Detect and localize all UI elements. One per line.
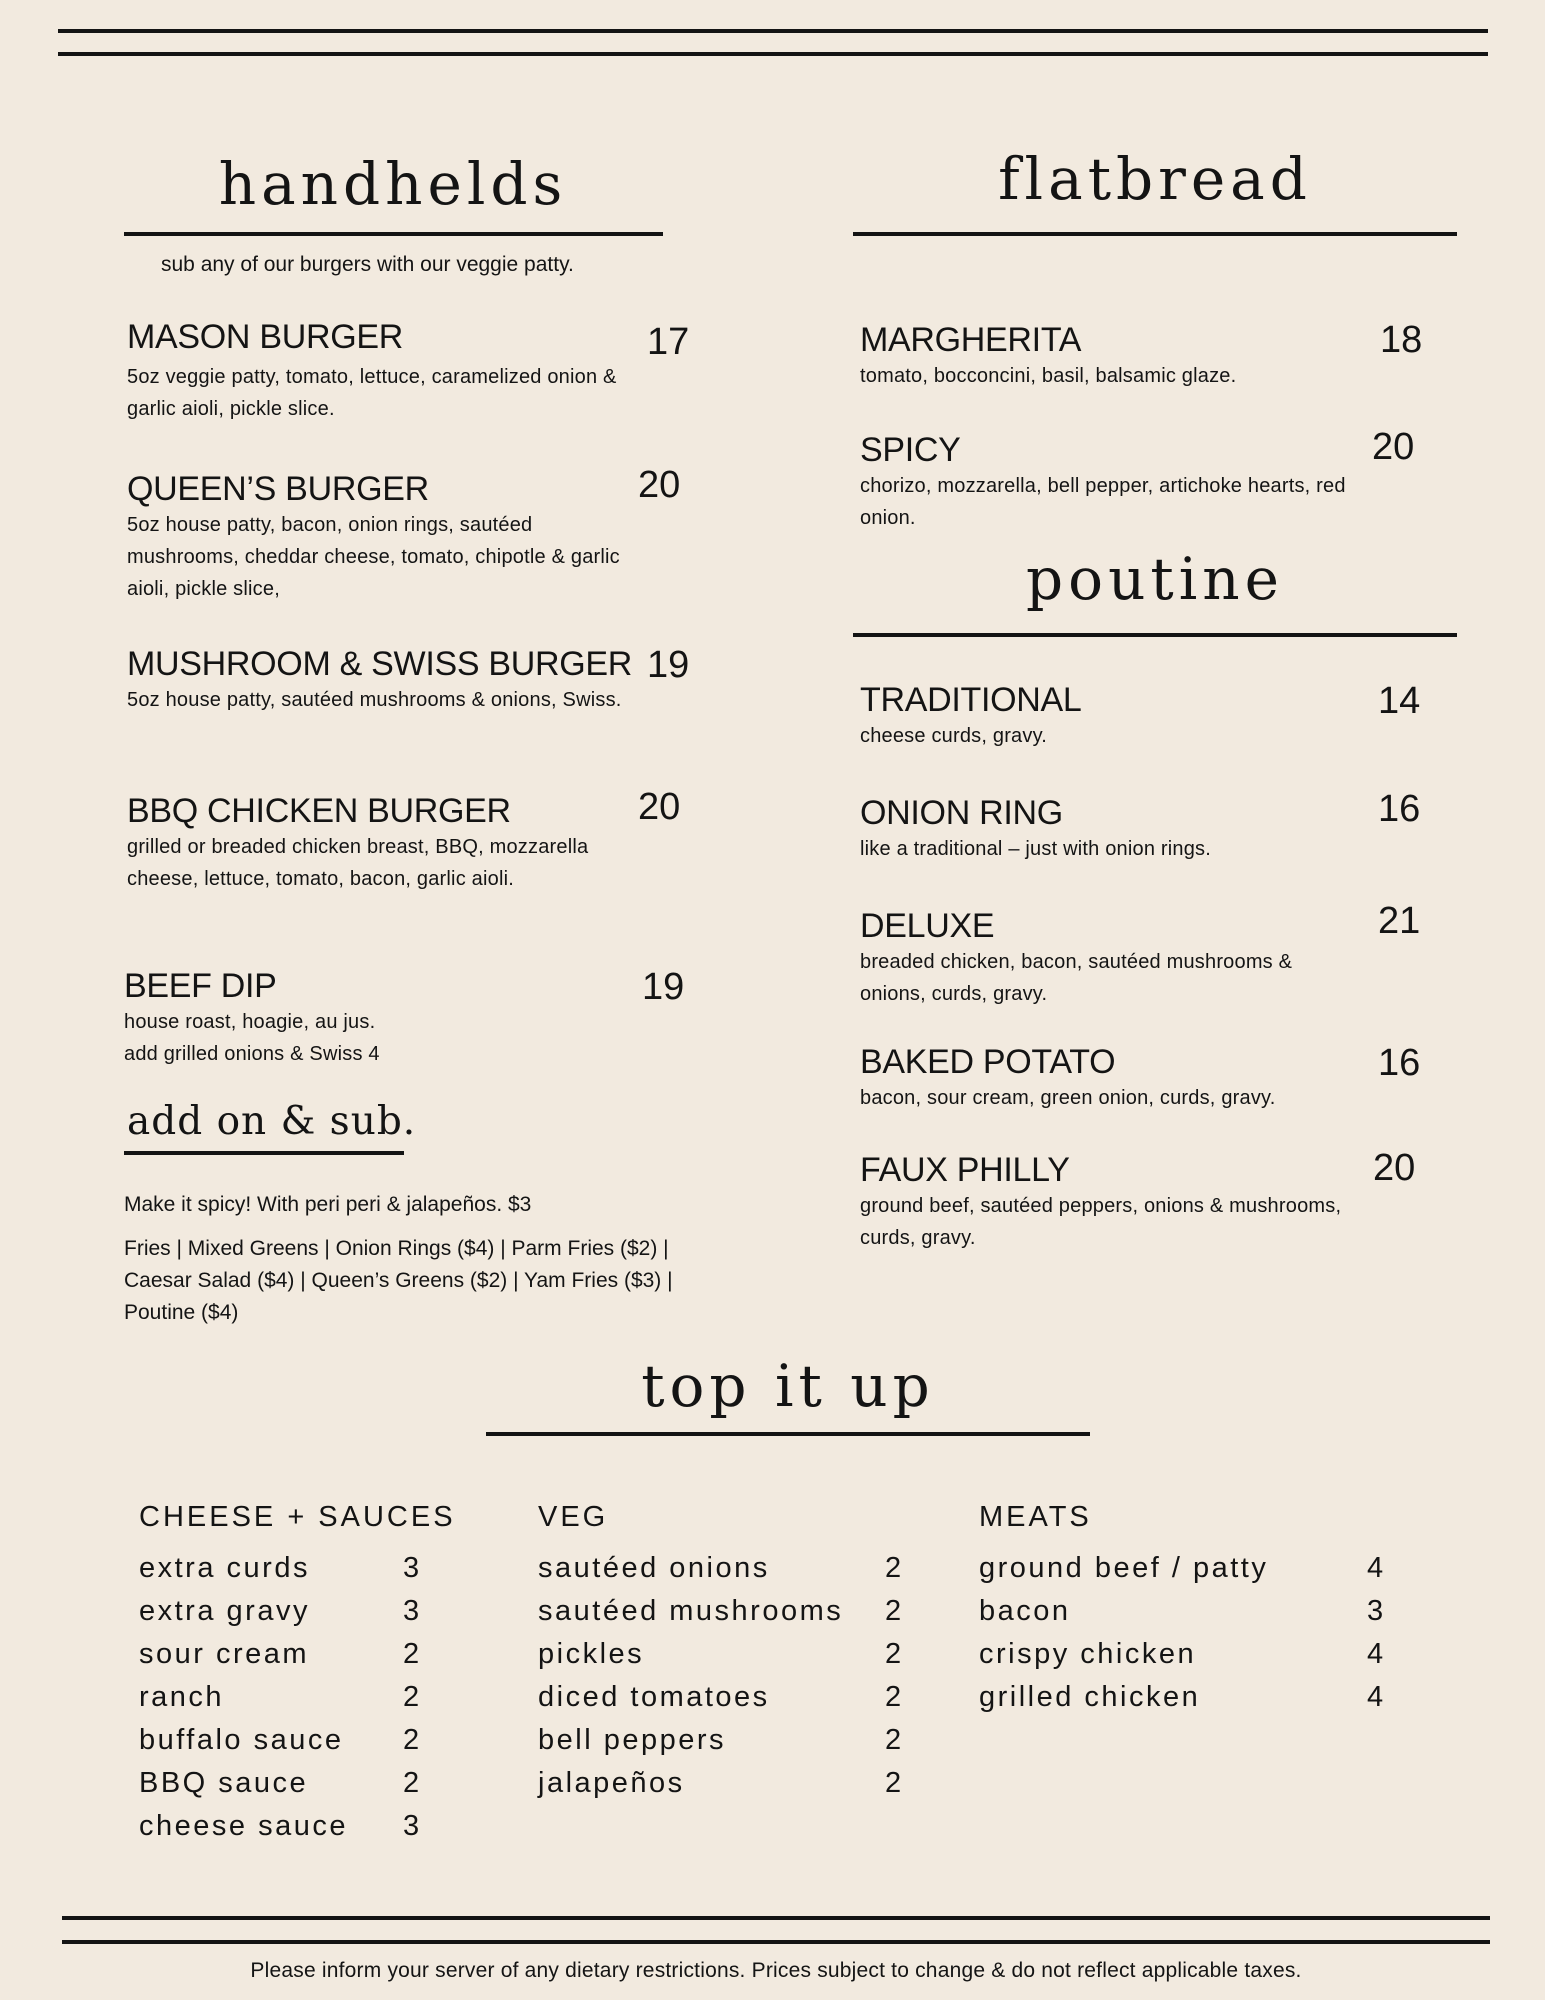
item-name: ONION RING — [860, 794, 1063, 832]
topping-name: grilled chicken — [979, 1681, 1201, 1713]
topping-row — [979, 1590, 1399, 1633]
topping-row — [538, 1676, 918, 1719]
item-desc: 5oz house patty, bacon, onion rings, sautéed mushrooms, cheddar cheese, tomato, chipotle & garlic aioli, pickle slice, — [127, 514, 620, 600]
side-options: Fries | Mixed Greens | Onion Rings ($4) | Parm Fries ($2) | Caesar Salad ($4) | Queen’s Greens ($2) | Yam Fries ($3) | Poutine ($4) — [124, 1237, 673, 1324]
topping-price: 2 — [885, 1552, 904, 1584]
item-price: 21 — [1378, 900, 1421, 942]
item-desc: bacon, sour cream, green onion, curds, gravy. — [860, 1087, 1276, 1109]
item-name: BEEF DIP — [124, 967, 277, 1005]
topping-row — [538, 1590, 918, 1633]
item-desc: chorizo, mozzarella, bell pepper, artichoke hearts, red onion. — [860, 475, 1346, 529]
menu-item-queens-burger — [127, 469, 627, 605]
menu-item-traditional — [860, 680, 1350, 752]
topitup-underline — [486, 1432, 1090, 1436]
item-price: 20 — [1373, 1147, 1416, 1189]
topping-row — [538, 1762, 918, 1805]
topping-name: sautéed onions — [538, 1552, 770, 1584]
item-price: 20 — [638, 464, 681, 506]
topping-price: 2 — [403, 1681, 422, 1713]
menu-item-spicy — [860, 430, 1350, 534]
item-name: DELUXE — [860, 907, 995, 945]
topping-price: 3 — [1367, 1595, 1386, 1627]
addon-title: add on & sub. — [127, 1099, 417, 1144]
item-desc: house roast, hoagie, au jus. — [124, 1011, 376, 1033]
topping-price: 3 — [403, 1552, 422, 1584]
topitup-title: top it up — [641, 1352, 935, 1420]
veggie-patty-note: sub any of our burgers with our veggie patty. — [161, 253, 574, 276]
item-price: 18 — [1380, 319, 1423, 361]
item-price: 20 — [638, 786, 681, 828]
top-rule-1 — [58, 29, 1488, 33]
item-desc: tomato, bocconcini, basil, balsamic glaze. — [860, 365, 1237, 387]
topping-price: 4 — [1367, 1681, 1386, 1713]
topping-row — [979, 1633, 1399, 1676]
topping-row — [538, 1633, 918, 1676]
menu-item-baked-potato — [860, 1042, 1350, 1114]
poutine-title: poutine — [1026, 545, 1284, 613]
item-name: FAUX PHILLY — [860, 1151, 1070, 1189]
bottom-rule-2 — [62, 1940, 1490, 1944]
topping-row — [139, 1590, 439, 1633]
topping-name: sour cream — [139, 1638, 310, 1670]
menu-item-margherita — [860, 320, 1350, 392]
topping-name: bell peppers — [538, 1724, 726, 1756]
meats-column — [979, 1497, 1399, 1719]
item-price: 19 — [647, 644, 690, 686]
menu-item-mushroom-swiss-burger — [127, 644, 632, 716]
topping-row — [979, 1676, 1399, 1719]
topping-row — [139, 1762, 439, 1805]
bottom-rule-1 — [62, 1916, 1490, 1920]
item-desc: cheese curds, gravy. — [860, 725, 1048, 747]
item-name: QUEEN’S BURGER — [127, 470, 429, 508]
topping-name: sautéed mushrooms — [538, 1595, 844, 1627]
topping-price: 2 — [885, 1724, 904, 1756]
item-price: 14 — [1378, 680, 1421, 722]
topping-name: crispy chicken — [979, 1638, 1197, 1670]
cheese-sauces-column — [139, 1497, 456, 1848]
menu-item-deluxe — [860, 906, 1350, 1010]
item-price: 19 — [642, 966, 685, 1008]
spicy-addon: Make it spicy! With peri peri & jalapeños. $3 — [124, 1193, 532, 1216]
topping-price: 4 — [1367, 1638, 1386, 1670]
menu-item-beef-dip — [124, 966, 604, 1070]
handhelds-title: handhelds — [218, 150, 568, 218]
topping-name: BBQ sauce — [139, 1767, 309, 1799]
topping-row — [139, 1805, 439, 1848]
item-desc: 5oz veggie patty, tomato, lettuce, caramelized onion & garlic aioli, pickle slice. — [127, 366, 617, 420]
top-rule-2 — [58, 52, 1488, 56]
poutine-underline — [853, 633, 1457, 637]
topping-price: 4 — [1367, 1552, 1386, 1584]
topping-price: 2 — [403, 1724, 422, 1756]
menu-item-bbq-chicken-burger — [127, 791, 607, 895]
topping-name: extra gravy — [139, 1595, 310, 1627]
item-desc: grilled or breaded chicken breast, BBQ, mozzarella cheese, lettuce, tomato, bacon, garlic aioli. — [127, 836, 589, 890]
topping-price: 3 — [403, 1595, 422, 1627]
item-desc: ground beef, sautéed peppers, onions & mushrooms, curds, gravy. — [860, 1195, 1342, 1249]
item-price: 16 — [1378, 1042, 1421, 1084]
topping-name: buffalo sauce — [139, 1724, 344, 1756]
topping-price: 2 — [885, 1767, 904, 1799]
topping-price: 2 — [885, 1681, 904, 1713]
topping-row — [139, 1633, 439, 1676]
item-desc: breaded chicken, bacon, sautéed mushrooms & onions, curds, gravy. — [860, 951, 1293, 1005]
item-name: BAKED POTATO — [860, 1043, 1116, 1081]
topping-price: 2 — [885, 1595, 904, 1627]
item-name: MASON BURGER — [127, 318, 403, 356]
topping-row — [139, 1547, 439, 1590]
flatbread-underline — [853, 232, 1457, 236]
topping-row — [979, 1547, 1399, 1590]
topping-price: 2 — [403, 1638, 422, 1670]
menu-item-faux-philly — [860, 1150, 1350, 1254]
item-price: 20 — [1372, 426, 1415, 468]
topping-price: 2 — [885, 1638, 904, 1670]
topping-name: jalapeños — [538, 1767, 685, 1799]
topping-name: ranch — [139, 1681, 225, 1713]
topping-name: extra curds — [139, 1552, 310, 1584]
topping-name: pickles — [538, 1638, 645, 1670]
topping-name: ground beef / patty — [979, 1552, 1269, 1584]
item-name: SPICY — [860, 431, 961, 469]
item-desc: add grilled onions & Swiss 4 — [124, 1043, 380, 1065]
topping-name: diced tomatoes — [538, 1681, 770, 1713]
topping-row — [139, 1719, 439, 1762]
item-name: MARGHERITA — [860, 321, 1082, 359]
item-desc: like a traditional – just with onion rings. — [860, 838, 1212, 860]
handhelds-underline — [124, 232, 663, 236]
item-price: 17 — [647, 321, 690, 363]
veg-heading: VEG — [538, 1501, 609, 1533]
item-name: MUSHROOM & SWISS BURGER — [127, 645, 633, 683]
topping-row — [538, 1719, 918, 1762]
item-desc: 5oz house patty, sautéed mushrooms & onions, Swiss. — [127, 689, 622, 711]
item-name: TRADITIONAL — [860, 681, 1082, 719]
item-name: BBQ CHICKEN BURGER — [127, 792, 511, 830]
flatbread-title: flatbread — [998, 145, 1312, 213]
addon-underline — [124, 1151, 404, 1155]
item-price: 16 — [1378, 788, 1421, 830]
menu-item-onion-ring — [860, 793, 1350, 865]
topping-name: cheese sauce — [139, 1810, 348, 1842]
topping-row — [538, 1547, 918, 1590]
cheese-sauces-heading: CHEESE + SAUCES — [139, 1501, 456, 1533]
meats-heading: MEATS — [979, 1501, 1092, 1533]
footer-disclaimer: Please inform your server of any dietary restrictions. Prices subject to change & do not reflect applicable taxes. — [250, 1959, 1302, 1982]
veg-column — [538, 1497, 918, 1805]
topping-row — [139, 1676, 439, 1719]
topping-price: 2 — [403, 1767, 422, 1799]
menu-item-mason-burger — [127, 317, 627, 425]
topping-name: bacon — [979, 1595, 1071, 1627]
topping-price: 3 — [403, 1810, 422, 1842]
